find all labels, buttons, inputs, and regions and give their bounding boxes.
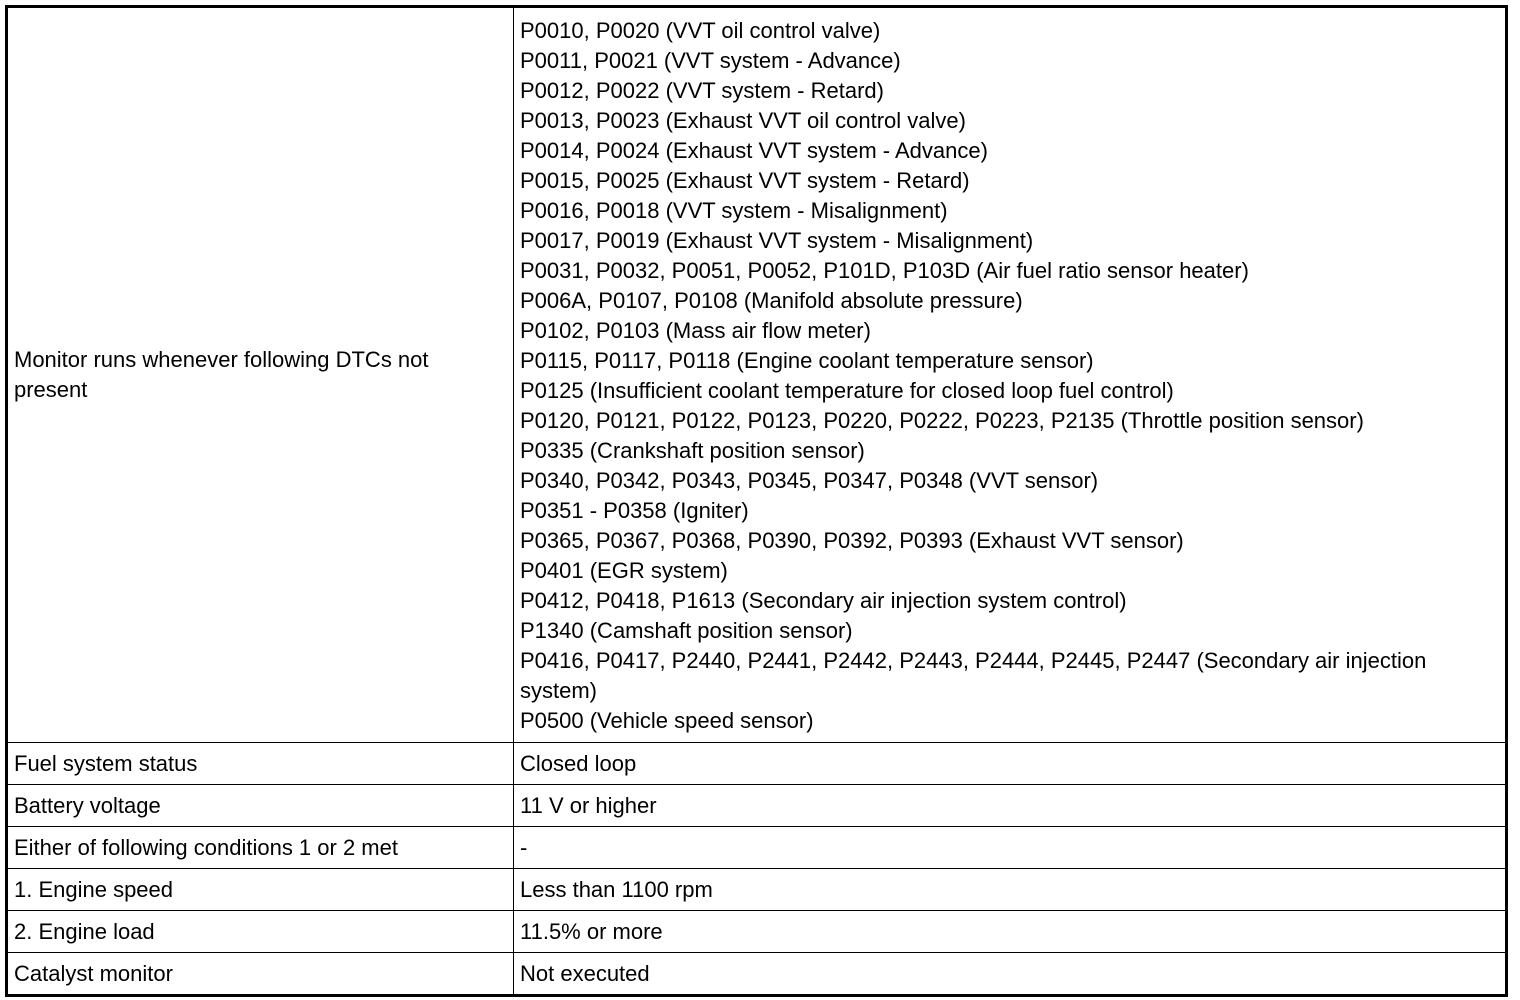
dtc-line: P0015, P0025 (Exhaust VVT system - Retard) [520,168,970,193]
condition-cell: Monitor runs whenever following DTCs not present [7,7,514,743]
value-cell: Not executed [514,953,1507,996]
table-row [7,911,1507,953]
dtc-line: P0010, P0020 (VVT oil control valve) [520,18,881,43]
dtc-line: P0340, P0342, P0343, P0345, P0347, P0348 (VVT sensor) [520,468,1099,493]
condition-cell: Either of following conditions 1 or 2 met [7,827,514,869]
value-cell: Closed loop [514,743,1507,785]
dtc-list-cell [514,7,1507,743]
dtc-line: P1340 (Camshaft position sensor) [520,618,853,643]
table-row [7,869,1507,911]
dtc-line: P0115, P0117, P0118 (Engine coolant temperature sensor) [520,348,1094,373]
condition-cell: 2. Engine load [7,911,514,953]
table-row [7,953,1507,996]
value-cell: 11.5% or more [514,911,1507,953]
value-cell: Less than 1100 rpm [514,869,1507,911]
table-row [7,827,1507,869]
condition-cell: Catalyst monitor [7,953,514,996]
dtc-line: P0365, P0367, P0368, P0390, P0392, P0393 (Exhaust VVT sensor) [520,528,1184,553]
dtc-line: P0416, P0417, P2440, P2441, P2442, P2443, P2444, P2445, P2447 (Secondary air injection system) [520,648,1427,703]
monitor-conditions-table [5,5,1508,997]
table-row [7,785,1507,827]
dtc-line: P0412, P0418, P1613 (Secondary air injection system control) [520,588,1127,613]
condition-cell: Battery voltage [7,785,514,827]
condition-cell: 1. Engine speed [7,869,514,911]
dtc-line: P0014, P0024 (Exhaust VVT system - Advance) [520,138,988,163]
dtc-line: P0011, P0021 (VVT system - Advance) [520,48,901,73]
table-row [7,743,1507,785]
value-cell: - [514,827,1507,869]
dtc-line: P0012, P0022 (VVT system - Retard) [520,78,884,103]
condition-cell: Fuel system status [7,743,514,785]
table-row [7,7,1507,743]
dtc-line: P0351 - P0358 (Igniter) [520,498,749,523]
dtc-line: P006A, P0107, P0108 (Manifold absolute pressure) [520,288,1023,313]
dtc-line: P0013, P0023 (Exhaust VVT oil control valve) [520,108,966,133]
dtc-line: P0500 (Vehicle speed sensor) [520,708,814,733]
dtc-line: P0125 (Insufficient coolant temperature for closed loop fuel control) [520,378,1174,403]
dtc-line: P0102, P0103 (Mass air flow meter) [520,318,871,343]
dtc-line: P0335 (Crankshaft position sensor) [520,438,865,463]
dtc-line: P0017, P0019 (Exhaust VVT system - Misalignment) [520,228,1034,253]
dtc-line: P0401 (EGR system) [520,558,728,583]
dtc-line: P0016, P0018 (VVT system - Misalignment) [520,198,948,223]
dtc-line: P0120, P0121, P0122, P0123, P0220, P0222, P0223, P2135 (Throttle position sensor) [520,408,1364,433]
value-cell: 11 V or higher [514,785,1507,827]
dtc-line: P0031, P0032, P0051, P0052, P101D, P103D (Air fuel ratio sensor heater) [520,258,1249,283]
